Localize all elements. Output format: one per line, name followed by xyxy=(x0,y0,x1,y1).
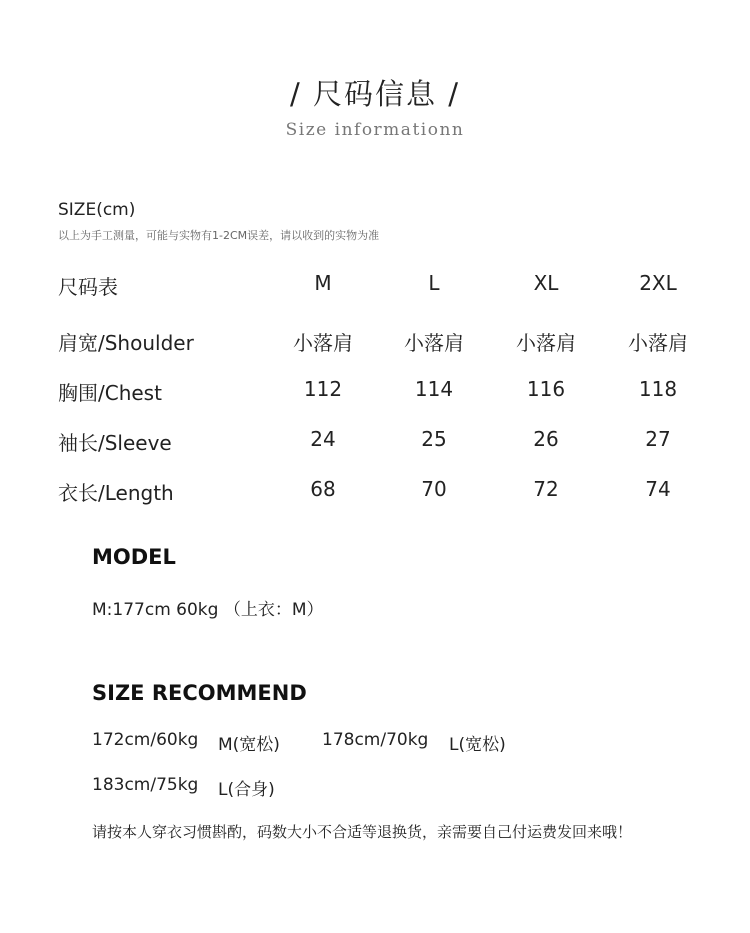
row-label: 袖长/Sleeve xyxy=(58,431,172,455)
table-row-length xyxy=(0,477,750,513)
table-row-chest xyxy=(0,377,750,413)
recommend-size: L(宽松) xyxy=(449,735,506,755)
table-cell: 72 xyxy=(533,477,559,501)
size-col-header: XL xyxy=(533,271,559,295)
table-cell: 27 xyxy=(645,427,671,451)
table-row-sleeve xyxy=(0,427,750,463)
size-recommend-heading: SIZE RECOMMEND xyxy=(92,681,307,705)
size-table-title: 尺码表 xyxy=(58,275,118,299)
table-row-shoulder xyxy=(0,327,750,363)
table-cell: 112 xyxy=(303,377,343,401)
table-cell: 70 xyxy=(421,477,447,501)
table-cell: 小落肩 xyxy=(404,331,464,355)
table-cell: 114 xyxy=(414,377,454,401)
model-heading: MODEL xyxy=(92,545,176,569)
table-cell: 小落肩 xyxy=(628,331,688,355)
table-cell: 116 xyxy=(526,377,566,401)
recommend-size: L(合身) xyxy=(218,780,275,800)
recommend-body: 172cm/60kg xyxy=(92,730,199,750)
table-cell: 74 xyxy=(645,477,671,501)
recommend-body: 178cm/70kg xyxy=(322,730,429,750)
table-cell: 小落肩 xyxy=(516,331,576,355)
recommend-size: M(宽松) xyxy=(218,735,280,755)
size-col-header: L xyxy=(428,271,440,295)
table-cell: 118 xyxy=(638,377,678,401)
return-policy-note: 请按本人穿衣习惯斟酌，码数大小不合适等退换货，亲需要自己付运费发回来哦！ xyxy=(92,823,633,841)
row-label: 衣长/Length xyxy=(58,481,174,505)
recommend-body: 183cm/75kg xyxy=(92,775,199,795)
table-cell: 25 xyxy=(421,427,447,451)
page-subtitle: Size informationn xyxy=(285,120,465,140)
page-title: / 尺码信息 / xyxy=(290,77,460,111)
measurement-note: 以上为手工测量，可能与实物有1-2CM误差，请以收到的实物为准 xyxy=(58,229,380,242)
row-label: 胸围/Chest xyxy=(58,381,162,405)
size-col-header: M xyxy=(314,271,332,295)
row-label: 肩宽/Shoulder xyxy=(58,331,194,355)
model-info: M:177cm 60kg （上衣：M） xyxy=(92,600,324,620)
size-table-header-row xyxy=(0,271,750,307)
size-unit-label: SIZE(cm) xyxy=(58,200,136,220)
table-cell: 68 xyxy=(310,477,336,501)
table-cell: 24 xyxy=(310,427,336,451)
table-cell: 小落肩 xyxy=(293,331,353,355)
size-col-header: 2XL xyxy=(639,271,677,295)
table-cell: 26 xyxy=(533,427,559,451)
